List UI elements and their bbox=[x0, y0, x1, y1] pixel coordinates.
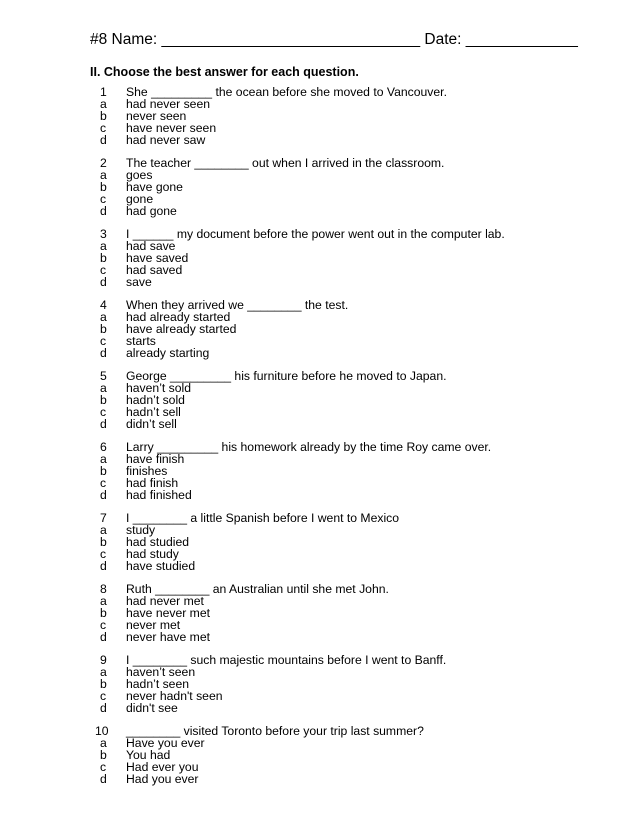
option-text: never have met bbox=[126, 630, 211, 645]
option-text: have already started bbox=[126, 322, 237, 337]
answer-option bbox=[0, 702, 638, 714]
question-number: 6 bbox=[100, 440, 107, 454]
answer-option bbox=[0, 619, 638, 631]
question-number: 2 bbox=[100, 156, 107, 170]
option-text: hadn’t seen bbox=[126, 677, 190, 692]
question-stem: Ruth ________ an Australian until she met John. bbox=[126, 582, 389, 596]
question-number: 9 bbox=[100, 653, 107, 667]
answer-option bbox=[0, 548, 638, 560]
question-stem: I ________ a little Spanish before I went to Mexico bbox=[126, 511, 400, 525]
option-text: study bbox=[126, 523, 156, 538]
option-text: already starting bbox=[126, 346, 210, 361]
answer-option bbox=[0, 98, 638, 110]
answer-option bbox=[0, 453, 638, 465]
question-block bbox=[0, 583, 638, 654]
answer-option bbox=[0, 678, 638, 690]
answer-option bbox=[0, 276, 638, 288]
option-letter: b bbox=[100, 251, 107, 266]
option-letter: b bbox=[100, 322, 107, 337]
question-stem: When they arrived we ________ the test. bbox=[126, 298, 349, 312]
option-text: had gone bbox=[126, 204, 177, 219]
answer-option bbox=[0, 335, 638, 347]
name-date-header: #8 Name: ______________________________ Date: _____________ bbox=[90, 31, 578, 48]
answer-option bbox=[0, 205, 638, 217]
option-letter: a bbox=[100, 168, 107, 183]
option-letter: a bbox=[100, 97, 107, 112]
option-letter: c bbox=[100, 192, 107, 207]
question-stem: George _________ his furniture before he moved to Japan. bbox=[126, 369, 447, 383]
option-text: had never met bbox=[126, 594, 204, 609]
option-text: Had ever you bbox=[126, 760, 199, 775]
question-stem-row bbox=[0, 228, 638, 240]
option-letter: b bbox=[100, 109, 107, 124]
option-letter: a bbox=[100, 736, 107, 751]
option-text: have never met bbox=[126, 606, 211, 621]
question-stem-row bbox=[0, 86, 638, 98]
question-block bbox=[0, 654, 638, 725]
option-letter: b bbox=[100, 393, 107, 408]
answer-option bbox=[0, 406, 638, 418]
answer-option bbox=[0, 122, 638, 134]
option-text: didn’t sell bbox=[126, 417, 177, 432]
question-stem: ________ visited Toronto before your trip last summer? bbox=[126, 724, 424, 738]
option-text: had finish bbox=[126, 476, 179, 491]
option-text: save bbox=[126, 275, 152, 290]
question-stem: I ________ such majestic mountains before I went to Banff. bbox=[126, 653, 447, 667]
question-block bbox=[0, 228, 638, 299]
option-text: had already started bbox=[126, 310, 231, 325]
option-text: have finish bbox=[126, 452, 185, 467]
option-letter: d bbox=[100, 630, 107, 645]
answer-option bbox=[0, 382, 638, 394]
option-text: have saved bbox=[126, 251, 189, 266]
answer-option bbox=[0, 311, 638, 323]
option-letter: d bbox=[100, 204, 107, 219]
answer-option bbox=[0, 773, 638, 785]
option-letter: c bbox=[100, 405, 107, 420]
answer-option bbox=[0, 193, 638, 205]
answer-option bbox=[0, 169, 638, 181]
answer-option bbox=[0, 347, 638, 359]
option-letter: b bbox=[100, 180, 107, 195]
answer-option bbox=[0, 110, 638, 122]
option-text: never seen bbox=[126, 109, 187, 124]
option-text: hadn’t sold bbox=[126, 393, 185, 408]
option-letter: d bbox=[100, 346, 107, 361]
question-block bbox=[0, 512, 638, 583]
section-heading: II. Choose the best answer for each question. bbox=[90, 65, 359, 79]
question-block bbox=[0, 157, 638, 228]
option-letter: c bbox=[100, 547, 107, 562]
option-text: starts bbox=[126, 334, 156, 349]
option-text: Had you ever bbox=[126, 772, 199, 787]
question-stem: She _________ the ocean before she moved to Vancouver. bbox=[126, 85, 447, 99]
question-number: 4 bbox=[100, 298, 107, 312]
answer-option bbox=[0, 181, 638, 193]
option-letter: b bbox=[100, 535, 107, 550]
answer-option bbox=[0, 394, 638, 406]
option-text: never met bbox=[126, 618, 181, 633]
question-number: 7 bbox=[100, 511, 107, 525]
question-stem-row bbox=[0, 725, 638, 737]
answer-option bbox=[0, 631, 638, 643]
option-letter: b bbox=[100, 748, 107, 763]
option-letter: a bbox=[100, 523, 107, 538]
option-letter: d bbox=[100, 701, 107, 716]
answer-option bbox=[0, 560, 638, 572]
option-letter: d bbox=[100, 488, 107, 503]
option-text: have never seen bbox=[126, 121, 217, 136]
option-letter: a bbox=[100, 665, 107, 680]
option-letter: c bbox=[100, 618, 107, 633]
option-letter: c bbox=[100, 121, 107, 136]
option-letter: c bbox=[100, 334, 107, 349]
answer-option bbox=[0, 134, 638, 146]
question-stem-row bbox=[0, 512, 638, 524]
question-number: 3 bbox=[100, 227, 107, 241]
answer-option bbox=[0, 418, 638, 430]
option-text: You had bbox=[126, 748, 171, 763]
answer-option bbox=[0, 264, 638, 276]
answer-option bbox=[0, 737, 638, 749]
answer-option bbox=[0, 761, 638, 773]
answer-option bbox=[0, 477, 638, 489]
option-letter: d bbox=[100, 417, 107, 432]
option-text: hadn’t sell bbox=[126, 405, 181, 420]
question-block bbox=[0, 370, 638, 441]
question-stem-row bbox=[0, 157, 638, 169]
answer-option bbox=[0, 690, 638, 702]
answer-option bbox=[0, 240, 638, 252]
option-letter: d bbox=[100, 772, 107, 787]
question-stem-row bbox=[0, 299, 638, 311]
option-text: had never seen bbox=[126, 97, 211, 112]
option-text: haven’t sold bbox=[126, 381, 192, 396]
answer-option bbox=[0, 323, 638, 335]
option-text: haven’t seen bbox=[126, 665, 196, 680]
option-text: had saved bbox=[126, 263, 183, 278]
question-stem-row bbox=[0, 441, 638, 453]
option-text: goes bbox=[126, 168, 153, 183]
question-list bbox=[0, 86, 638, 796]
option-letter: a bbox=[100, 239, 107, 254]
option-text: gone bbox=[126, 192, 154, 207]
option-letter: a bbox=[100, 381, 107, 396]
question-stem: Larry _________ his homework already by the time Roy came over. bbox=[126, 440, 492, 454]
option-text: finishes bbox=[126, 464, 168, 479]
question-block bbox=[0, 86, 638, 157]
option-text: had save bbox=[126, 239, 176, 254]
question-number: 1 bbox=[100, 85, 107, 99]
answer-option bbox=[0, 607, 638, 619]
option-letter: b bbox=[100, 606, 107, 621]
option-text: didn't see bbox=[126, 701, 178, 716]
answer-option bbox=[0, 524, 638, 536]
option-text: Have you ever bbox=[126, 736, 205, 751]
answer-option bbox=[0, 252, 638, 264]
question-block bbox=[0, 725, 638, 796]
option-text: had finished bbox=[126, 488, 192, 503]
option-letter: c bbox=[100, 476, 107, 491]
question-number: 5 bbox=[100, 369, 107, 383]
option-letter: d bbox=[100, 559, 107, 574]
option-letter: c bbox=[100, 689, 107, 704]
question-number: 10 bbox=[95, 724, 109, 738]
option-text: have studied bbox=[126, 559, 196, 574]
answer-option bbox=[0, 749, 638, 761]
answer-option bbox=[0, 595, 638, 607]
option-letter: a bbox=[100, 594, 107, 609]
question-stem: The teacher ________ out when I arrived in the classroom. bbox=[126, 156, 445, 170]
answer-option bbox=[0, 666, 638, 678]
option-text: had never saw bbox=[126, 133, 206, 148]
option-letter: a bbox=[100, 310, 107, 325]
option-letter: d bbox=[100, 133, 107, 148]
answer-option bbox=[0, 465, 638, 477]
option-text: never hadn't seen bbox=[126, 689, 223, 704]
option-letter: b bbox=[100, 677, 107, 692]
option-letter: d bbox=[100, 275, 107, 290]
option-letter: a bbox=[100, 452, 107, 467]
option-text: had study bbox=[126, 547, 179, 562]
question-stem: I ______ my document before the power went out in the computer lab. bbox=[126, 227, 505, 241]
question-block bbox=[0, 299, 638, 370]
option-letter: c bbox=[100, 760, 107, 775]
question-stem-row bbox=[0, 583, 638, 595]
question-stem-row bbox=[0, 370, 638, 382]
answer-option bbox=[0, 536, 638, 548]
option-letter: c bbox=[100, 263, 107, 278]
option-text: had studied bbox=[126, 535, 190, 550]
option-text: have gone bbox=[126, 180, 183, 195]
question-number: 8 bbox=[100, 582, 107, 596]
answer-option bbox=[0, 489, 638, 501]
question-stem-row bbox=[0, 654, 638, 666]
option-letter: b bbox=[100, 464, 107, 479]
question-block bbox=[0, 441, 638, 512]
